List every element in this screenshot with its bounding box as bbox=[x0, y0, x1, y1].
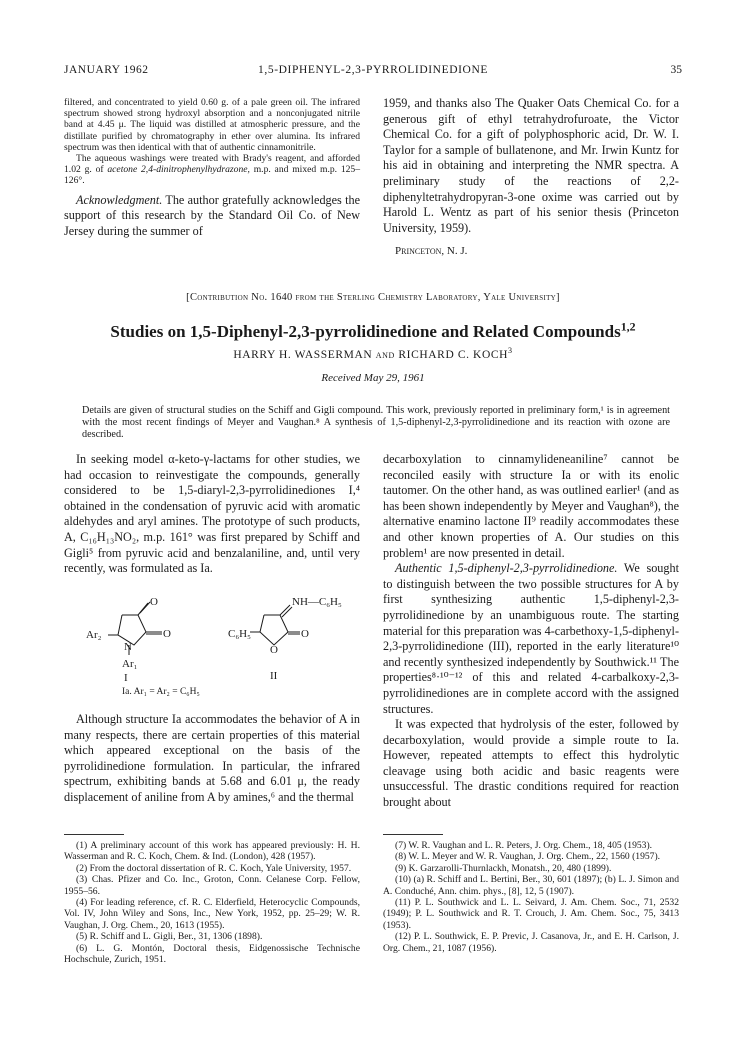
header-date: JANUARY 1962 bbox=[64, 64, 149, 76]
running-header bbox=[64, 64, 682, 80]
I-ar1: Ar₁ bbox=[122, 658, 138, 670]
structure-drawing bbox=[64, 597, 360, 707]
abstract: Details are given of structural studies on the Schiff and Gigli compound. This work, previously reported in preliminary form,¹ is in agreement with the most recent findings of Meyer and Vaughan.⁸ A synthesis of 1,5-diphenyl-2,3-pyrrolidinedione and its reaction with ozone are described. bbox=[82, 405, 670, 440]
footnotes-left bbox=[64, 840, 360, 965]
footnote-rule-right bbox=[383, 834, 443, 835]
chemical-structures bbox=[64, 597, 360, 707]
footnote: (8) W. L. Meyer and W. R. Vaughan, J. Org. Chem., 22, 1560 (1957). bbox=[395, 851, 661, 863]
I-label: I bbox=[124, 672, 128, 684]
received-date: Received May 29, 1961 bbox=[321, 372, 425, 384]
experimental-paragraph-2: The aqueous washings were treated with Brady's reagent, and afforded 1.02 g. of acetone 2,4-dinitrophenylhydrazone, m.p. and mixed m.p. 125–126°. bbox=[64, 153, 361, 187]
footnote-rule-left bbox=[64, 834, 124, 835]
header-title: 1,5-DIPHENYL-2,3-PYRROLIDINEDIONE bbox=[258, 64, 488, 76]
footnote: (4) For leading reference, cf. R. C. Elderfield, Heterocyclic Compounds, Vol. IV, John Wiley and Sons, Inc., New York, 1952, pp. 25–29; W. R. Vaughan, J. Org. Chem., 20, 1613 (1955). bbox=[64, 897, 360, 931]
article-title: Studies on 1,5-Diphenyl-2,3-pyrrolidinedione and Related Compounds$^{1,2}$ bbox=[110, 319, 636, 341]
ring-II bbox=[260, 615, 288, 645]
footnote: (11) P. L. Southwick and L. L. Seivard, J. Am. Chem. Soc., 71, 2532 (1949); P. L. Southwick and R. T. Crouch, J. Am. Chem. Soc., 75, 3413 (1953). bbox=[383, 897, 679, 931]
II-c6h5: C₆H₅ bbox=[228, 628, 251, 640]
footnote: (10) (a) R. Schiff and L. Bertini, Ber., 30, 601 (1897); (b) L. J. Simon and A. Conduché, Ann. chim. phys., [8], 12, 5 (1907). bbox=[383, 874, 679, 897]
footnote: (3) Chas. Pfizer and Co. Inc., Groton, Conn. Celanese Corp. Fellow, 1955–56. bbox=[64, 874, 360, 897]
II-label: II bbox=[270, 670, 278, 682]
body-left-intro: In seeking model α-keto-γ-lactams for other studies, we had occasion to reinvestigate the compounds, generally considered to be 1,5-diaryl-2,3-pyrrolidinediones I,⁴ obtained in the condensation of pyruvic acid with aromatic aldehydes and aryl amines. The prototype of such products, A, C₁₆H₁₃NO₂, m.p. 161° was first prepared by Schiff and Gigli⁵ from pyruvic acid and benzalaniline, and, until very recently, was formulated as Ia. bbox=[64, 452, 360, 576]
footnote: (9) K. Garzarolli-Thurnlackh, Monatsh., 20, 480 (1899). bbox=[395, 862, 612, 874]
prev-article-right bbox=[383, 96, 679, 257]
I-O-right: O bbox=[163, 628, 171, 640]
footnote: (6) L. G. Montón, Doctoral thesis, Eidgenossische Technische Hochschule, Zurich, 1951. bbox=[64, 942, 360, 966]
I-N: N bbox=[124, 641, 132, 653]
footnote: (1) A preliminary account of this work has appeared previously: H. H. Wasserman and R. C. Koch, Chem. & Ind. (London), 428 (1957). bbox=[64, 840, 360, 863]
body-right: decarboxylation to cinnamylideneaniline⁷ cannot be reconciled easily with structure Ia or with its enolic tautomer. On the other hand, as was outlined earlier¹ (and as has been shown independently by Meyer and Vaughan⁸), the alternative enamino lactone II⁹ readily accommodates these and other known properties of A. Our studies on this problem¹ are now presented in detail. Authentic 1,5-diphenyl-2,3-pyrrolidinedione. We sought to distinguish between the two possible structures for A by first synthesizing authentic 1,5-diphenyl-2,3-pyrrolidinedione by an unambiguous route. The starting material for this preparation was 4-carbethoxy-1,5-diphenyl-2,3-pyrrolidinedione (III), reported in the early literature¹⁰ and recently synthesized independently by Southwick.¹¹ The properties⁸·¹⁰⁻¹² of this and related 4-carbalkoxy-2,3-pyrrolidinediones are in complete accord with the assigned structures. It was expected that hydrolysis of the ester, followed by decarboxylation, would provide a simple route to Ia. However, repeated attempts to effect this hydrolytic cleavage using both acidic and basic reagents were unsuccessful. The drastic conditions required for reaction brought about bbox=[383, 452, 679, 810]
footnote: (7) W. R. Vaughan and L. R. Peters, J. Org. Chem., 18, 405 (1953). bbox=[395, 840, 653, 851]
experimental-paragraph: filtered, and concentrated to yield 0.60 g. of a pale green oil. The infrared spectrum showed strong hydroxyl absorption and a nonconjugated nitrile band at 4.45 μ. The liquid was distilled at atmospheric pressure, and the distillate purified by chromatography in ether over alumina. Its infrared spectrum was then identical with that of authentic cinnamonitrile. bbox=[64, 97, 360, 153]
II-O-ring: O bbox=[270, 644, 278, 656]
authors: HARRY H. WASSERMAN and RICHARD C. KOCH$^3$ bbox=[233, 346, 513, 361]
I-ar2: Ar₂ bbox=[86, 629, 102, 641]
footnote: (2) From the doctoral dissertation of R. C. Koch, Yale University, 1957. bbox=[76, 862, 352, 874]
Ia-label: Ia. Ar₁ = Ar₂ = C₆H₅ bbox=[122, 687, 200, 697]
II-O-right: O bbox=[301, 628, 309, 640]
acknowledgment-continued: 1959, and thanks also The Quaker Oats Chemical Co. for a generous gift of ethyl tetrahydrofuroate, the Victor Chemical Co. for a gift of polyphosphoric acid, Dr. W. I. Taylor for a sample of bullatenone, and Mr. Irwin Kuntz for his aid in obtaining and interpreting the NMR spectra. A preliminary study of the reactions of 2,2-diphenyltetrahydropyran-3-one oxime was carried out by Harold L. Wentz as part of his senior thesis (Princeton University, 1959). bbox=[383, 96, 679, 235]
footnote: (12) P. L. Southwick, E. P. Previc, J. Casanova, Jr., and E. H. Carlson, J. Org. Chem., 21, 1087 (1956). bbox=[383, 931, 679, 954]
contribution-line: [Contribution No. 1640 from the Sterling Chemistry Laboratory, Yale University] bbox=[186, 292, 560, 303]
II-nh: NH—C₆H₅ bbox=[292, 597, 342, 608]
prev-article-left bbox=[64, 97, 360, 239]
footnote: (5) R. Schiff and L. Gigli, Ber., 31, 1306 (1898). bbox=[76, 931, 263, 943]
I-O-top: O bbox=[150, 597, 158, 608]
acknowledgment: Acknowledgment. The author gratefully acknowledges the support of this research by the Standard Oil Co. of New Jersey during the summer of bbox=[64, 192, 360, 238]
affiliation-place: Princeton, N. J. bbox=[395, 245, 468, 258]
footnotes-right bbox=[383, 840, 679, 954]
body-left-continued: Although structure Ia accommodates the behavior of A in many respects, there are certain properties of this material which appeared exceptional on the basis of the pyrrolidinedione formulation. In particular, the infrared spectrum, exhibiting bands at 5.68 and 6.01 μ, the ready displacement of aniline from A by amines,⁶ and the thermal bbox=[64, 712, 360, 804]
ring-I bbox=[118, 615, 146, 645]
page-number: 35 bbox=[670, 64, 682, 76]
subsection: Authentic 1,5-diphenyl-2,3-pyrrolidinedione. We sought to distinguish between the two possible structures for A by first synthesizing authentic 1,5-diphenyl-2,3-pyrrolidinedione by an unambiguous route. The starting material for this preparation was 4-carbethoxy-1,5-diphenyl-2,3-pyrrolidinedione (III), reported in the early literature¹⁰ and recently synthesized independently by Southwick.¹¹ The properties⁸·¹⁰⁻¹² of this and related 4-carbalkoxy-2,3-pyrrolidinediones are in complete accord with the assigned structures. bbox=[383, 561, 679, 716]
